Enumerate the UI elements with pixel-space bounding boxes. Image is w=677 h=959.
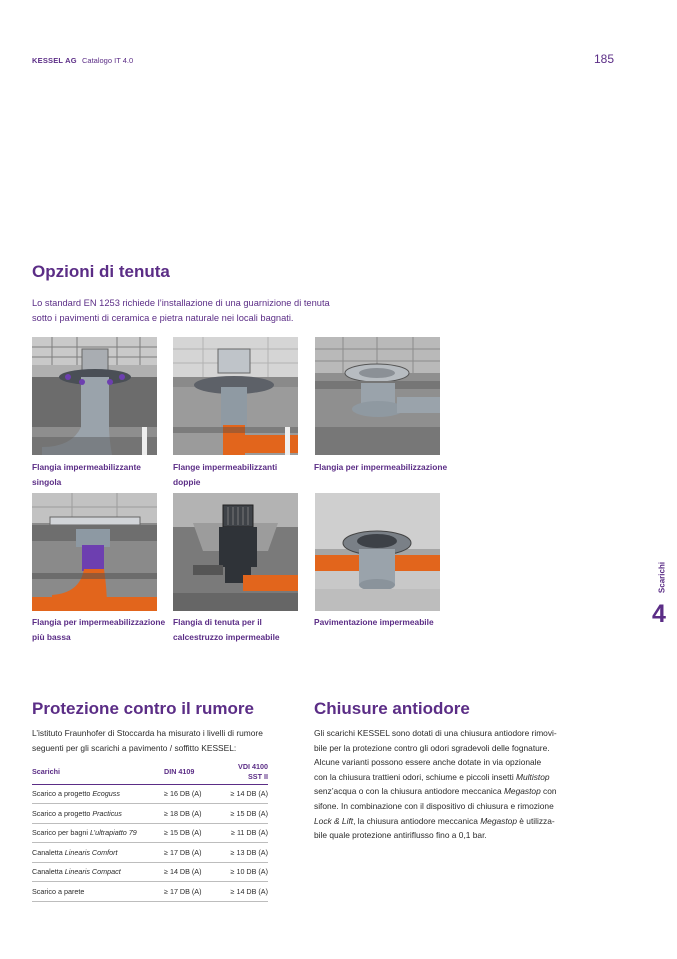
caption-line: più bassa <box>32 632 71 642</box>
din-value: ≥ 17 DB (A) <box>164 882 222 902</box>
odor-line: Gli scarichi KESSEL sono dotati di una chiusura antiodore rimovi- <box>314 728 557 738</box>
drain-prefix: Scarico per bagni <box>32 828 90 838</box>
odor-text: con <box>540 786 557 797</box>
caption-line: Flangia per impermeabilizzazione <box>314 462 448 472</box>
caption-line: Flangia per impermeabilizzazione <box>32 617 166 627</box>
chapter-label: Scarichi <box>657 561 667 594</box>
header-catalog: Catalogo IT 4.0 <box>82 56 134 65</box>
vdi-value: ≥ 14 DB (A) <box>222 882 268 902</box>
sealing-intro <box>32 296 392 326</box>
drain-cell <box>32 862 164 882</box>
drain-cell <box>32 784 164 804</box>
drain-name: L’ultrapiatto 79 <box>89 828 137 838</box>
caption-line: Flangia impermeabilizzante <box>32 462 141 472</box>
header-drains: Scarichi <box>32 760 164 784</box>
header-din: DIN 4109 <box>164 760 222 784</box>
odor-line <box>314 784 604 799</box>
table-row <box>32 882 268 902</box>
odor-product: Megastop <box>480 815 517 826</box>
drain-name: Ecoguss <box>92 789 120 799</box>
sealing-title: Opzioni di tenuta <box>32 262 170 281</box>
table-row <box>32 804 268 824</box>
vdi-value: ≥ 15 DB (A) <box>222 804 268 824</box>
table-row <box>32 823 268 843</box>
drain-cell <box>32 843 164 863</box>
caption-line: calcestruzzo impermeabile <box>173 632 280 642</box>
din-value: ≥ 18 DB (A) <box>164 804 222 824</box>
header-vdi-line: SST II <box>248 771 268 781</box>
drain-name: Linearis Comfort <box>64 847 118 857</box>
noise-title: Protezione contro il rumore <box>32 699 254 718</box>
caption <box>173 615 313 645</box>
photo-double-flange <box>173 337 298 455</box>
odor-line: sifone. In combinazione con il dispositivo di chiusura e rimozione <box>314 800 554 811</box>
odor-product: Megastop <box>503 786 541 797</box>
caption <box>32 615 172 645</box>
odor-product: Multistop <box>516 771 550 782</box>
chapter-number: 4 <box>652 600 666 628</box>
odor-line <box>314 770 604 785</box>
noise-intro-line: seguenti per gli scarichi a pavimento / soffitto KESSEL: <box>32 742 237 753</box>
caption-line: singola <box>32 477 62 487</box>
drain-prefix: Canaletta <box>32 847 65 857</box>
drain-prefix: Scarico a progetto <box>32 808 93 818</box>
odor-line: bile per la protezione contro gli odori sgradevoli delle fognature. <box>314 742 550 753</box>
vdi-value: ≥ 14 DB (A) <box>222 784 268 804</box>
drain-name: Practicus <box>92 808 122 818</box>
caption-line: doppie <box>173 477 201 487</box>
table-header-row <box>32 760 268 784</box>
table-row <box>32 862 268 882</box>
vdi-value: ≥ 10 DB (A) <box>222 862 268 882</box>
caption <box>314 615 454 630</box>
odor-text: è utilizza- <box>516 815 555 826</box>
vdi-value: ≥ 13 DB (A) <box>222 843 268 863</box>
odor-text: senz’acqua o con la chiusura antiodore meccanica <box>314 786 504 797</box>
photo-concrete-flange <box>173 493 298 611</box>
caption <box>32 460 172 490</box>
noise-table <box>32 760 268 902</box>
caption-line: Pavimentazione impermeabile <box>314 617 434 627</box>
din-value: ≥ 14 DB (A) <box>164 862 222 882</box>
vdi-value: ≥ 11 DB (A) <box>222 823 268 843</box>
sealing-intro-line: sotto i pavimenti di ceramica e pietra naturale nei locali bagnati. <box>32 313 294 323</box>
caption <box>314 460 454 475</box>
table-row <box>32 784 268 804</box>
header-vdi <box>222 760 268 784</box>
noise-intro <box>32 726 297 755</box>
chapter-tab <box>656 561 668 597</box>
din-value: ≥ 17 DB (A) <box>164 843 222 863</box>
odor-text: , la chiusura antiodore meccanica <box>353 815 481 826</box>
drain-name: Linearis Compact <box>64 867 121 877</box>
drain-prefix: Scarico a progetto <box>32 789 93 799</box>
din-value: ≥ 16 DB (A) <box>164 784 222 804</box>
caption-line: Flange impermeabilizzanti <box>173 462 278 472</box>
caption <box>173 460 313 490</box>
odor-product: Lock & Lift <box>314 815 354 826</box>
header-vdi-line: VDI 4100 <box>238 761 268 771</box>
odor-line <box>314 814 604 829</box>
drain-cell <box>32 804 164 824</box>
odor-text: con la chiusura trattieni odori, schiume e piccoli insetti <box>314 771 517 782</box>
sealing-intro-line: Lo standard EN 1253 richiede l’installazione di una guarnizione di tenuta <box>32 298 330 308</box>
page-number: 185 <box>594 52 615 66</box>
table-row <box>32 843 268 863</box>
din-value: ≥ 15 DB (A) <box>164 823 222 843</box>
photo-waterproof-paving <box>315 493 440 611</box>
drain-cell <box>32 882 164 902</box>
noise-intro-line: L’istituto Fraunhofer di Stoccarda ha misurato i livelli di rumore <box>32 728 263 738</box>
photo-low-flange <box>32 493 157 611</box>
header-brand: KESSEL AG <box>32 56 77 65</box>
photo-single-flange <box>32 337 157 455</box>
drain-prefix: Scarico a parete <box>32 886 85 896</box>
drain-cell <box>32 823 164 843</box>
caption-line: Flangia di tenuta per il <box>173 617 262 627</box>
photo-waterproofing-flange <box>315 337 440 455</box>
odor-paragraph <box>314 726 604 843</box>
drain-prefix: Canaletta <box>32 867 65 877</box>
odor-line: Alcune varianti possono essere anche dotate in via opzionale <box>314 757 542 768</box>
odor-line: bile quale protezione antiriflusso fino a 0,1 bar. <box>314 830 487 841</box>
odor-title: Chiusure antiodore <box>314 699 470 718</box>
